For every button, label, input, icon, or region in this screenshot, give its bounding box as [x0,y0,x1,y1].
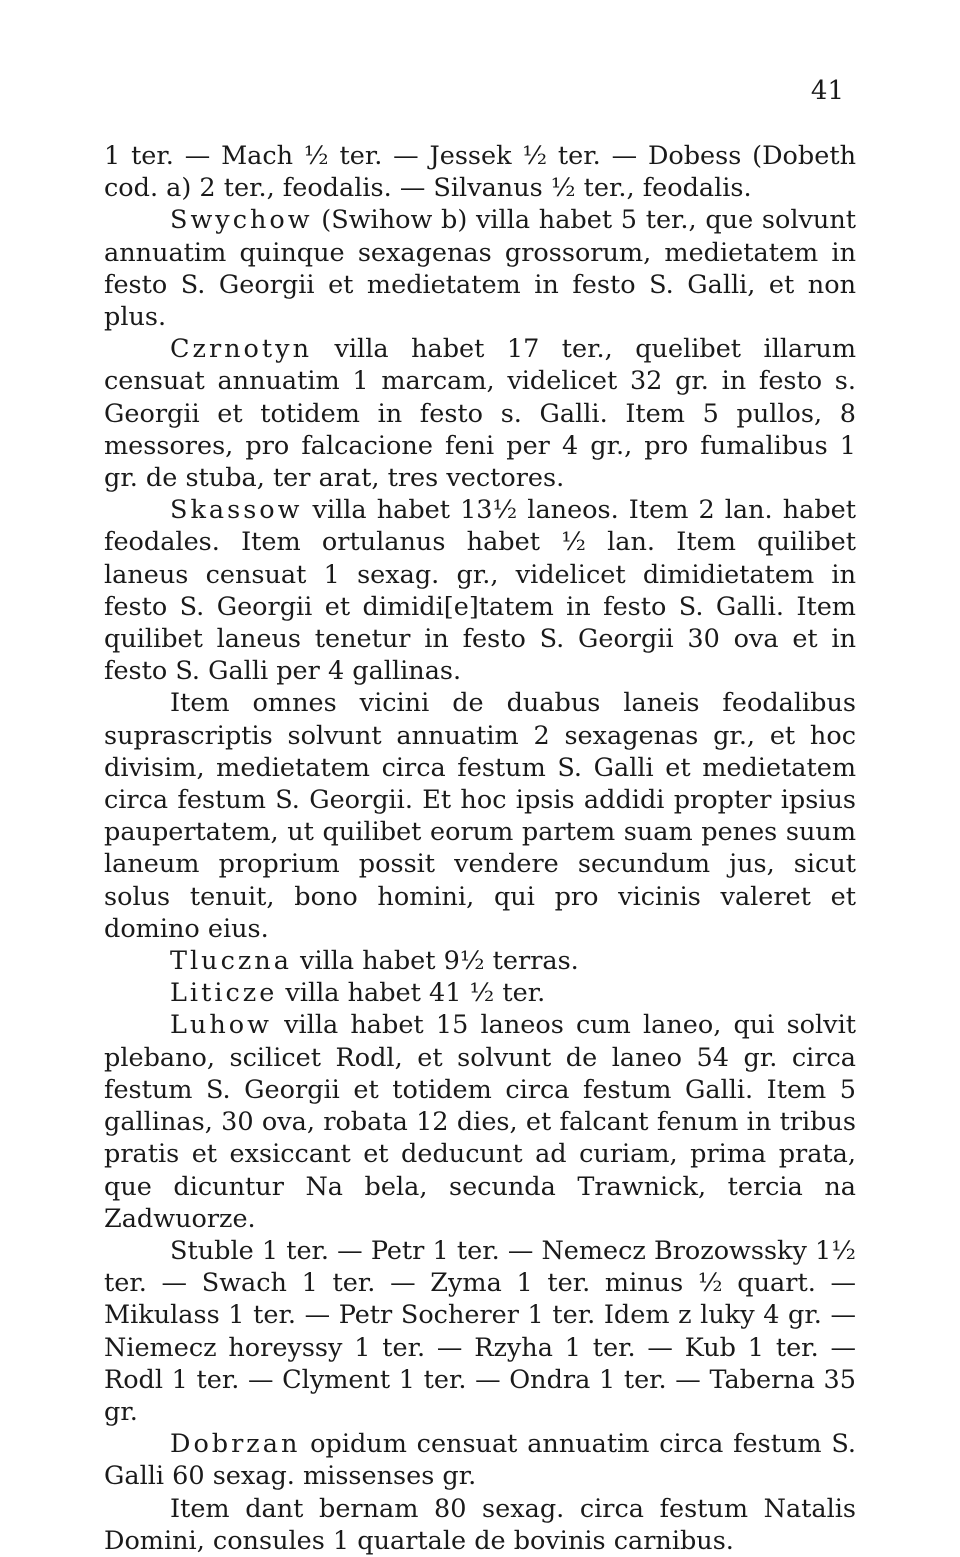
paragraph-4 [104,494,856,687]
paragraph-6-text: villa habet 9½ terras. [291,946,579,977]
paragraph-2-text: (Swihow b) villa habet 5 ter., que solvunt annuatim quinque sexagenas grossorum, medietatem in festo S. Georgii et medietatem in festo S. Galli, et non plus. [104,205,856,333]
paragraph-8 [104,1009,856,1234]
paragraph-11 [104,1493,856,1557]
paragraph-10-text: opidum censuat annuatim circa festum S. Galli 60 sexag. missenses gr. [104,1429,856,1492]
paragraph-4-lead: Skassow [170,495,303,526]
paragraph-5 [104,687,856,945]
paragraph-2-lead: Swychow [170,205,313,236]
paragraph-1 [104,140,856,204]
paragraph-11-text: Item dant bernam 80 sexag. circa festum Natalis Domini, consules 1 quartale de bovinis carnibus. [104,1493,856,1556]
paragraph-7-lead: Liticze [170,978,278,1009]
paragraph-5-text: Item omnes vicini de duabus laneis feodalibus suprascriptis solvunt annuatim 2 sexagenas gr., et hoc divisim, medietatem circa festum S. Galli et medietatem circa festum S. Georgii. Et hoc ipsis addidi propter ipsius paupertatem, ut quilibet eorum partem suam penes suum laneum proprium possit vendere secundum jus, sicut solus tenuit, bono homini, qui pro vicinis valeret et domino eius. [104,688,856,944]
paragraph-6 [104,945,856,977]
body-text [104,140,856,1557]
paragraph-7-text: villa habet 41 ½ ter. [277,978,546,1009]
page-number: 41 [810,76,844,106]
paragraph-3-lead: Czrnotyn [170,334,312,365]
paragraph-9-text: Stuble 1 ter. — Petr 1 ter. — Nemecz Brozowssky 1½ ter. — Swach 1 ter. — Zyma 1 ter. minus ½ quart. — Mikulass 1 ter. — Petr Socherer 1 ter. Idem z luky 4 gr. — Niemecz horeyssy 1 ter. — Rzyha 1 ter. — Kub 1 ter. — Rodl 1 ter. — Clyment 1 ter. — Ondra 1 ter. — Taberna 35 gr. [104,1235,856,1427]
paragraph-1-text: 1 ter. — Mach ½ ter. — Jessek ½ ter. — Dobess (Dobeth cod. a) 2 ter., feodalis. — Silvanus ½ ter., feodalis. [104,141,856,204]
paragraph-7 [104,977,856,1009]
paragraph-3-text: villa habet 17 ter., quelibet illarum censuat annuatim 1 marcam, videlicet 32 gr. in festo s. Georgii et totidem in festo s. Galli. Item 5 pullos, 8 messores, pro falcacione feni per 4 gr., pro fumalibus 1 gr. de stuba, ter arat, tres vectores. [104,334,856,494]
paragraph-6-lead: Tluczna [170,946,292,977]
paragraph-3 [104,333,856,494]
paragraph-9 [104,1235,856,1428]
paragraph-8-lead: Luhow [170,1010,272,1041]
paragraph-4-text: villa habet 13½ laneos. Item 2 lan. habet feodales. Item ortulanus habet ½ lan. Item quilibet laneus censuat 1 sexag. gr., videlicet dimidietatem in festo S. Georgii et dimidi[e]tatem in festo S. Galli. Item quilibet laneus tenetur in festo S. Georgii 30 ova et in festo S. Galli per 4 gallinas. [104,495,856,687]
paragraph-2 [104,204,856,333]
paragraph-8-text: villa habet 15 laneos cum laneo, qui solvit plebano, scilicet Rodl, et solvunt de laneo 54 gr. circa festum S. Georgii et totidem circa festum Galli. Item 5 gallinas, 30 ova, robata 12 dies, et falcant fenum in tribus pratis et exsiccant et deducunt ad curiam, prima prata, que dicuntur Na bela, secunda Trawnick, tercia na Zadwuorze. [104,1010,856,1234]
paragraph-10 [104,1428,856,1492]
paragraph-10-lead: Dobrzan [170,1429,301,1460]
